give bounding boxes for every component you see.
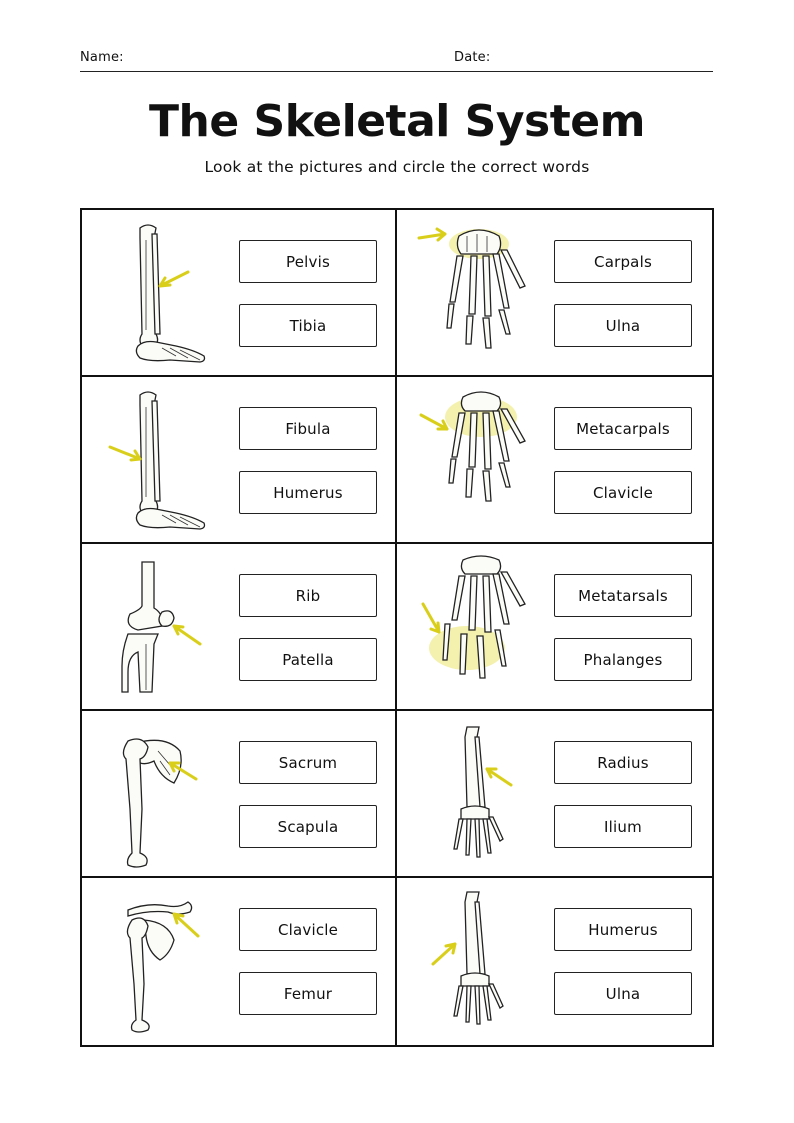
- option-button[interactable]: Femur: [239, 972, 377, 1015]
- option-button[interactable]: Clavicle: [239, 908, 377, 951]
- leg-bones-tibia-icon: [100, 220, 220, 368]
- instructions: Look at the pictures and circle the correct words: [204, 158, 590, 176]
- option-button[interactable]: Metacarpals: [554, 407, 692, 450]
- name-date-line: [80, 48, 713, 72]
- question-cell-2: [397, 210, 712, 377]
- forearm-radius-icon: [415, 721, 535, 869]
- hand-bones-carpals-icon: [415, 220, 535, 368]
- option-button[interactable]: Patella: [239, 638, 377, 681]
- option-button[interactable]: Ilium: [554, 805, 692, 848]
- option-button[interactable]: Ulna: [554, 972, 692, 1015]
- option-button[interactable]: Humerus: [239, 471, 377, 514]
- question-cell-8: [397, 711, 712, 878]
- forearm-ulna-icon: [415, 888, 535, 1036]
- question-cell-1: [82, 210, 397, 377]
- option-button[interactable]: Pelvis: [239, 240, 377, 283]
- question-cell-5: [82, 544, 397, 711]
- question-cell-4: [397, 377, 712, 544]
- question-cell-6: [397, 544, 712, 711]
- option-button[interactable]: Rib: [239, 574, 377, 617]
- option-button[interactable]: Fibula: [239, 407, 377, 450]
- shoulder-scapula-icon: [100, 721, 220, 869]
- option-button[interactable]: Carpals: [554, 240, 692, 283]
- question-cell-10: [397, 878, 712, 1045]
- hand-bones-metacarpals-icon: [415, 387, 535, 535]
- option-button[interactable]: Tibia: [239, 304, 377, 347]
- question-grid: [80, 208, 714, 1047]
- option-button[interactable]: Scapula: [239, 805, 377, 848]
- option-button[interactable]: Humerus: [554, 908, 692, 951]
- knee-patella-icon: [100, 554, 220, 702]
- option-button[interactable]: Clavicle: [554, 471, 692, 514]
- date-label: Date:: [454, 50, 491, 65]
- option-button[interactable]: Phalanges: [554, 638, 692, 681]
- hand-bones-phalanges-icon: [415, 554, 535, 702]
- option-button[interactable]: Ulna: [554, 304, 692, 347]
- option-button[interactable]: Radius: [554, 741, 692, 784]
- name-label: Name:: [80, 50, 124, 65]
- page-title: The Skeletal System: [149, 96, 645, 147]
- question-cell-9: [82, 878, 397, 1045]
- option-button[interactable]: Metatarsals: [554, 574, 692, 617]
- option-button[interactable]: Sacrum: [239, 741, 377, 784]
- shoulder-clavicle-icon: [100, 888, 220, 1036]
- question-cell-3: [82, 377, 397, 544]
- leg-bones-fibula-icon: [100, 387, 220, 535]
- question-cell-7: [82, 711, 397, 878]
